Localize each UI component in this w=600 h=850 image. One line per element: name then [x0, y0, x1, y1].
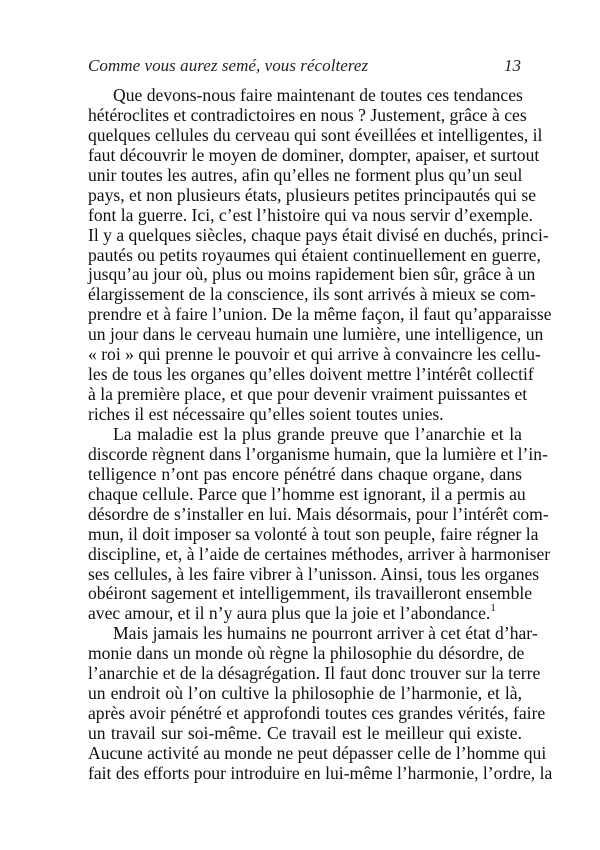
running-header [88, 56, 522, 76]
text-line: un endroit où l’on cultive la philosophie de l’harmonie, et là, [88, 683, 522, 704]
text-line: pautés ou petits royaumes qui étaient continuellement en guerre, [88, 244, 541, 265]
text-line: Mais jamais les humains ne pourront arriver à cet état d’har- [113, 623, 538, 644]
paragraph-3 [88, 623, 553, 784]
text-line: faut découvrir le moyen de dominer, dompter, apaiser, et surtout [88, 144, 540, 165]
text-line: prendre et à faire l’union. De la même façon, il faut qu’apparaisse [88, 304, 552, 325]
text-line: pays, et non plusieurs états, plusieurs petites principautés qui se [88, 184, 537, 205]
text-line: telligence n’ont pas encore pénétré dans chaque organe, dans [88, 463, 522, 484]
page-number: 13 [504, 56, 521, 75]
text-line: l’anarchie et de la désagrégation. Il faut donc trouver sur la terre [88, 663, 541, 684]
text-line-with-footnote [88, 601, 522, 624]
text-line: fait des efforts pour introduire en lui-même l’harmonie, l’ordre, la [88, 762, 553, 783]
text-line: unir toutes les autres, afin qu’elles ne forment plus qu’un seul [88, 164, 523, 185]
text-line: les de tous les organes qu’elles doivent mettre l’intérêt collectif [88, 364, 534, 385]
text-line: jusqu’au jour où, plus ou moins rapidement bien sûr, grâce à un [88, 264, 536, 285]
text-line: monie dans un monde où règne la philosophie du désordre, de [88, 643, 525, 664]
text-line: font la guerre. Ici, c’est l’histoire qui va nous servir d’exemple. [88, 204, 534, 225]
text-line: un jour dans le cerveau humain une lumière, une intelligence, un [88, 324, 544, 345]
text-line: un travail sur soi-même. Ce travail est le meilleur qui existe. [88, 723, 522, 743]
text-line: Aucune activité au monde ne peut dépasser celle de l’homme qui [88, 742, 547, 763]
text-line: Il y a quelques siècles, chaque pays était divisé en duchés, princi- [88, 224, 549, 245]
text-line: discipline, et, à l’aide de certaines méthodes, arriver à harmoniser [88, 543, 551, 564]
text-line: obéiront sagement et intelligemment, ils travailleront ensemble [88, 583, 533, 604]
paragraph-2 [88, 423, 551, 624]
text-line: élargissement de la conscience, ils sont arrivés à mieux se com- [88, 284, 536, 305]
text-line: chaque cellule. Parce que l’homme est ignorant, il a permis au [88, 483, 526, 504]
text-line: Que devons-nous faire maintenant de toutes ces tendances [113, 85, 523, 105]
text-line-content: avec amour, et il n’y aura plus que la joie et l’abondance. [88, 603, 491, 624]
running-title: Comme vous aurez semé, vous récolterez [88, 56, 369, 75]
text-line: hétéroclites et contradictoires en nous ? Justement, grâce à ces [88, 104, 527, 125]
text-line: désordre de s’installer en lui. Mais désormais, pour l’intérêt com- [88, 503, 549, 524]
text-line: La maladie est la plus grande preuve que l’anarchie et la [113, 423, 522, 444]
text-line: discorde règnent dans l’organisme humain, que la lumière et l’in- [88, 443, 548, 464]
text-line: quelques cellules du cerveau qui sont éveillées et intelligentes, il [88, 124, 543, 145]
text-line: après avoir pénétré et approfondi toutes ces grandes vérités, faire [88, 703, 546, 724]
paragraph-1 [88, 85, 552, 425]
text-line: riches il est nécessaire qu’elles soient toutes unies. [88, 404, 444, 424]
text-line: « roi » qui prenne le pouvoir et qui arrive à convaincre les cellu- [88, 344, 541, 365]
text-line: ses cellules, à les faire vibrer à l’unisson. Ainsi, tous les organes [88, 563, 540, 584]
text-line: mun, il doit imposer sa volonté à tout son peuple, faire régner la [88, 523, 539, 544]
book-page [88, 56, 553, 784]
body-text [88, 85, 553, 784]
footnote-reference[interactable]: 1 [490, 601, 496, 614]
text-line: à la première place, et que pour devenir vraiment puissantes et [88, 384, 528, 405]
